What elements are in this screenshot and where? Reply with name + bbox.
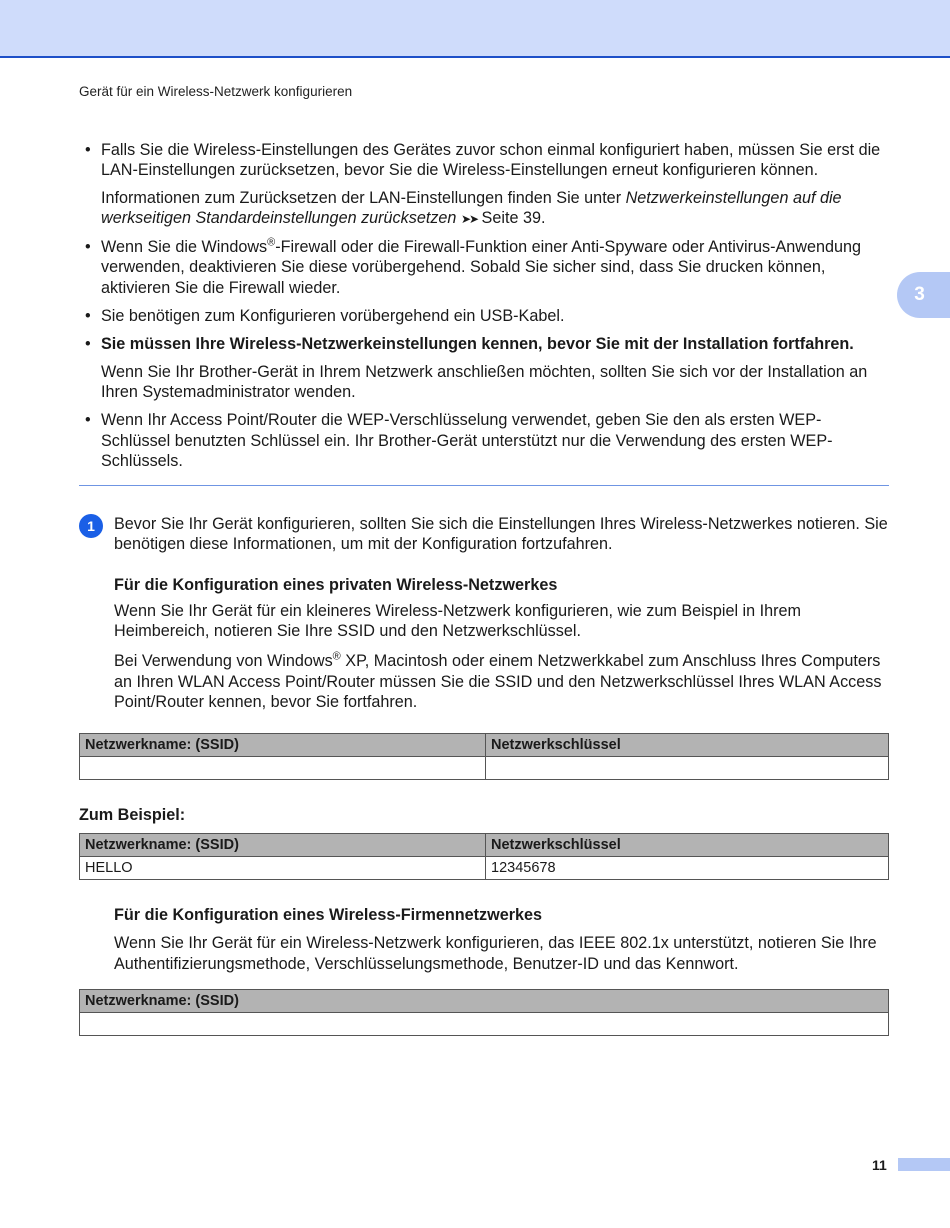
list-item <box>79 237 889 298</box>
example-label: Zum Beispiel: <box>79 806 186 824</box>
enterprise-text: Wenn Sie Ihr Gerät für ein Wireless-Netzwerk konfigurieren, das IEEE 802.1x unterstützt, notieren Sie Ihre Authentifizierungsmethode, Verschlüsselungsmethode, Benutzer-ID und das Kennwort. <box>114 934 877 973</box>
example-table <box>79 833 889 880</box>
column-header-ssid: Netzwerkname: (SSID) <box>80 834 486 857</box>
double-arrow-icon: ➤➤ <box>460 211 478 226</box>
ssid-cell: HELLO <box>80 857 486 880</box>
key-cell[interactable] <box>486 757 889 780</box>
list-item <box>79 410 889 471</box>
bullet-text: • Falls Sie die Wireless-Einstellungen des Gerätes zuvor schon einmal konfiguriert haben, müssen Sie erst die LAN-Einstellungen zurücksetzen, bevor Sie die Wireless-Einstellungen erneut konfigurieren können. <box>101 141 881 180</box>
section-divider <box>79 485 889 486</box>
column-header-key: Netzwerkschlüssel <box>486 734 889 757</box>
ssid-cell[interactable] <box>80 757 486 780</box>
running-header: Gerät für ein Wireless-Netzwerk konfigurieren <box>79 84 353 99</box>
step-number-badge: 1 <box>79 514 103 538</box>
step-intro: Bevor Sie Ihr Gerät konfigurieren, sollten Sie sich die Einstellungen Ihres Wireless-Netzwerkes notieren. Sie benötigen diese Informationen, um mit der Konfiguration fortzufahren. <box>114 515 888 554</box>
chapter-tab: 3 <box>897 272 950 318</box>
bullet-text-cont: -Firewall oder die Firewall-Funktion einer Anti-Spyware oder Antivirus-Anwendung verwenden, deaktivieren Sie diese vorübergehend. Sobald Sie sicher sind, dass Sie drucken können, aktivieren Sie die Firewall wieder. <box>101 238 861 297</box>
bullet-text: Wenn Ihr Access Point/Router die WEP-Verschlüsselung verwendet, geben Sie den als ersten WEP-Schlüssel benutzten Schlüssel ein. Ihr Brother-Gerät unterstützt nur die Verwendung des ersten WEP-Schlüssels. <box>101 411 833 470</box>
private-network-heading: Für die Konfiguration eines privaten Wireless-Netzwerkes <box>114 575 558 594</box>
column-header-ssid: Netzwerkname: (SSID) <box>80 990 889 1013</box>
bullet-text: Sie benötigen zum Konfigurieren vorübergehend ein USB-Kabel. <box>101 307 565 326</box>
page-tab <box>898 1158 950 1171</box>
bullet-text-bold: • Sie müssen Ihre Wireless-Netzwerkeinstellungen kennen, bevor Sie mit der Installation fortfahren. <box>101 335 854 354</box>
private-network-text-2 <box>114 651 889 712</box>
key-cell: 12345678 <box>486 857 889 880</box>
list-item <box>79 306 889 326</box>
ssid-key-table <box>79 733 889 780</box>
page-reference: Seite 39. <box>477 208 546 227</box>
header-band <box>0 0 950 58</box>
list-item <box>79 140 889 229</box>
reference-lead: Informationen zum Zurücksetzen der LAN-Einstellungen finden Sie unter <box>101 188 626 207</box>
private-network-text: Wenn Sie Ihr Gerät für ein kleineres Wireless-Netzwerk konfigurieren, wie zum Beispiel in Ihrem Heimbereich, notieren Sie Ihre SSID und den Netzwerkschlüssel. <box>114 601 802 641</box>
registered-mark: ® <box>332 651 341 664</box>
column-header-ssid: Netzwerkname: (SSID) <box>80 734 486 757</box>
page-number: 11 <box>872 1157 887 1173</box>
paragraph-lead: Bei Verwendung von Windows <box>114 652 333 671</box>
column-header-key: Netzwerkschlüssel <box>486 834 889 857</box>
prerequisites-list <box>79 140 889 479</box>
list-item <box>79 334 889 402</box>
paragraph-cont: XP, Macintosh oder einem Netzwerkkabel zum Anschluss Ihres Computers an Ihren WLAN Access Point/Router müssen Sie die SSID und den Netzwerkschlüssel Ihres WLAN Access Point/Router kennen, bevor Sie fortfahren. <box>114 652 882 712</box>
enterprise-section <box>114 905 889 974</box>
registered-mark: ® <box>267 236 276 249</box>
cross-reference-link[interactable]: Netzwerkeinstellungen auf die werkseitigen Standardeinstellungen zurücksetzen <box>101 188 842 227</box>
bullet-subtext <box>101 188 889 230</box>
enterprise-table <box>79 989 889 1036</box>
enterprise-heading: Für die Konfiguration eines Wireless-Firmennetzwerkes <box>114 906 543 924</box>
ssid-cell[interactable] <box>80 1013 889 1036</box>
bullet-subtext: Wenn Sie Ihr Brother-Gerät in Ihrem Netzwerk anschließen möchten, sollten Sie sich vor der Installation an Ihren Systemadministrator wenden. <box>101 362 868 401</box>
bullet-text: Wenn Sie die Windows <box>101 238 268 257</box>
step-1 <box>79 514 889 722</box>
